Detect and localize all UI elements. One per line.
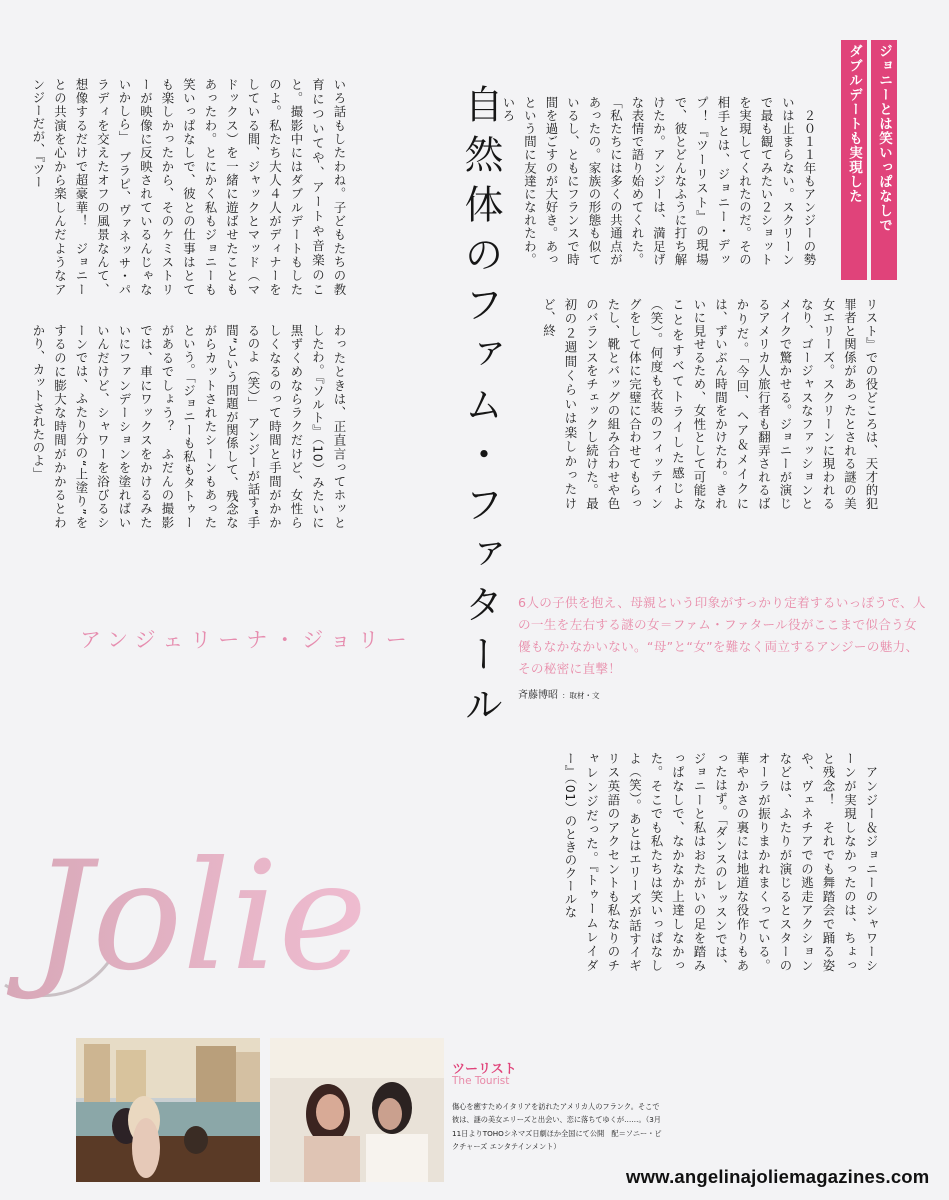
logo-text: Jolie (32, 830, 368, 1004)
caption-body: 傷心を癒すためイタリアを訪れたアメリカ人のフランク。そこで彼は、謎の美女エリーズと出会い、恋に落ちてゆくが……。（3月11日よりTOHOシネマズ日劇ほか全国にて公開 配＝ソニー・ピクチャーズ エンタテインメント） (452, 1102, 662, 1152)
body-column-c: リスト』での役どころは、天才的犯罪者と関係があったとされる謎の美女エリーズ。スクリーンに現われるなり、ゴージャスなファッションとメイクで驚かせる。ジョニーが演じるアメリカ人旅行者も翻弄されるばかりだ。「今回、ヘア＆メイクには、ずいぶん時間をかけたわ。きれいに見せるため、女性として可能なことをすべてトライした感じよ（笑）。何度も衣装のフィッティングをして体に完璧に合わせてもらったし、靴とバッグの組み合わせや色のバランスをチェックし続けた。最初の２週間くらいは楽しかったけど、終 (541, 298, 879, 510)
lead-paragraph: 6人の子供を抱え、母親という印象がすっかり定着するいっぽうで、人の一生を左右する謎の女＝ファム・ファタール役がここまで似合う女優もなかなかいない。“母”と“女”を難なく両立するアンジーの魅力、その秘密に直撃！ (518, 595, 926, 676)
headline (837, 40, 897, 280)
main-title: 自然体のファム・ファタール (458, 84, 503, 734)
photo-ballroom (270, 1038, 444, 1182)
jolie-logo (0, 740, 440, 1040)
body-column-b: いろ話もしたわね。子どもたちの教育についてや、アートや音楽のこと。撮影中にはダブルデートもしたのよ。私たち大人４人がディナーをしている間、ジャックとマッド（マドックス）を一緒に遊ばせたこともあったわ。とにかく私もジョニーも笑いっぱなしで、彼との仕事はとても楽しかったから、そのケミストリーが映像に反映されているんじゃないかしら」 ブラピ、ヴァネッサ・パラディを交えたオフの風景なんて、想像するだけで超豪華！ ジョニーとの共演を心から楽しんだようなアンジーだが、『ツー (31, 78, 347, 296)
website-watermark: www.angelinajoliemagazines.com (626, 1166, 930, 1187)
name-kana: アンジェリーナ・ジョリー (80, 628, 414, 652)
caption-subtitle: The Tourist (452, 1075, 510, 1087)
body-column-e: アンジー＆ジョニーのシャワーシーンが実現しなかったのは、ちょっと残念！ それでも舞踏会で踊る姿や、ヴェネチアでの逃走アクションなどは、ふたりが演じるとスターのオーラが振りまかれまくっている。華やかさの裏には地道な役作りもあったはず。「ダンスのレッスンでは、ジョニーと私はおたがいの足を踏みっぱなしで、なかなか上達しなかった。そこでも私たちは笑いっぱなしよ（笑）。あとはエリーズが話すイギリス英語のアクセントも私なりのチャレンジだった。『トゥームレイダー』（01）のときのクールな (563, 752, 879, 972)
byline-name: 斉藤博昭 (518, 690, 558, 701)
headline-line-1: ジョニーとは笑いっぱなしで (871, 40, 897, 280)
headline-line-2: ダブルデートも実現した (841, 40, 867, 280)
body-column-a: ２０１１年もアンジーの勢いは止まらない。スクリーンで最も観てみたい２ショットを実現してくれたのだ。その相手とは、ジョニー・デップ！『ツーリスト』の現場で、彼とどんなふうに打ち解けたか。アンジーは、満足げな表情で語り始めてくれた。「私たちには多くの共通点があったの。家族の形態も似ているし、ともにフランスで時間を過ごすのが大好き。あっという間に友達になれたわ。いろ (501, 96, 817, 266)
body-column-d: わったときは、正直言ってホッとしたわ。『ソルト』（10）みたいに黒ずくめならラクだけど、女性らしくなるのって時間と手間がかかるのよ（笑）」 アンジーが話す“手間”という問題が関係して、残念ながらカットされたシーンもあったという。「ジョニーも私もタトゥーがあるでしょう？ ふだんの撮影では、車にワックスをかけるみたいにファンデーションを塗ればいいんだけど、シャワーを浴びるシーンでは、ふたり分の“上塗り”をするのに膨大な時間がかかるとわかり、カットされたのよ」 (31, 324, 347, 529)
caption-title: ツーリスト (452, 1062, 517, 1077)
byline (518, 686, 600, 701)
photo-venice-boat (76, 1038, 260, 1182)
byline-role: ：取材・文 (562, 691, 600, 700)
